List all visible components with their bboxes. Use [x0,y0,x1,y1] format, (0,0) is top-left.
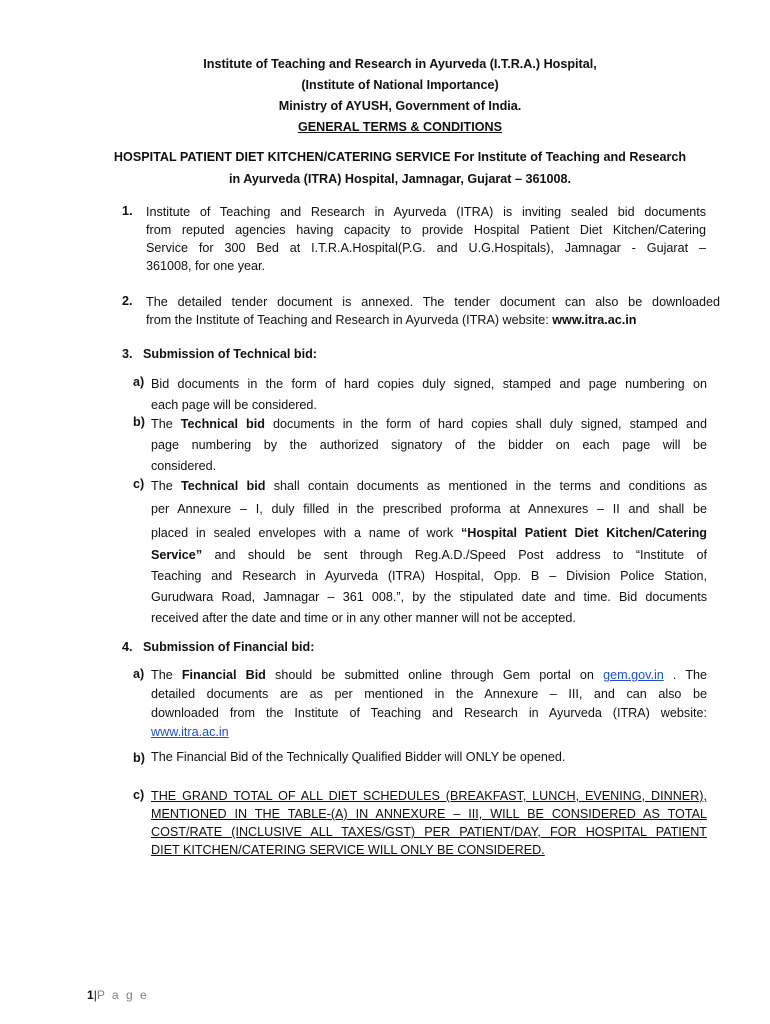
section-3c-line: Teaching and Research in Ayurveda (ITRA) Hospital, Opp. B – Division Police Station, [151,569,707,583]
tender-title-line2: in Ayurveda (ITRA) Hospital, Jamnagar, Gujarat – 361008. [228,172,572,186]
section-4-title: 4. Submission of Financial bid: [122,640,315,654]
section-4a-rest: should be submitted online through Gem portal on [275,668,594,682]
section-4c-label: c) [133,788,145,802]
item-1-line: 361008, for one year. [146,259,266,273]
section-3a-text [151,374,707,416]
document-heading: GENERAL TERMS & CONDITIONS [297,120,503,134]
section-3c-line: per Annexure – I, duly filled in the prescribed proforma at Annexures – II and shall be [151,502,707,516]
item-1-number: 1. [122,204,133,218]
section-4c-line: COST/RATE (INCLUSIVE ALL TAXES/GST) PER PATIENT/DAY, FOR HOSPITAL PATIENT [151,825,707,839]
section-3b-line: considered. [151,459,217,473]
section-3a-line: Bid documents in the form of hard copies duly signed, stamped and page numbering on [151,377,707,391]
itra-website-link[interactable]: www.itra.ac.in [151,725,229,739]
section-3c-pre: placed in sealed envelopes with a name of work [151,526,454,540]
section-4a-line [151,666,707,685]
section-3b-text [151,414,707,477]
section-3c-text [151,476,707,629]
institute-name: Institute of Teaching and Research in Ayurveda (I.T.R.A.) Hospital, [203,57,597,71]
financial-bid-term: Financial Bid [181,668,266,682]
section-4c-line: THE GRAND TOTAL OF ALL DIET SCHEDULES (BREAKFAST, LUNCH, EVENING, DINNER), [151,789,707,803]
section-3c-label: c) [133,477,145,491]
section-3c-line [151,545,707,566]
item-1-text [146,203,706,275]
section-3c-line: Gurudwara Road, Jamnagar – 361 008.”, by the stipulated date and time. Bid documents [151,590,707,604]
section-3c-rest: shall contain documents as mentioned in the terms and conditions as [273,479,707,493]
section-4b-text: The Financial Bid of the Technically Qualified Bidder will ONLY be opened. [151,750,566,764]
institute-status: (Institute of National Importance) [301,78,499,92]
work-name-text: “Hospital Patient Diet Kitchen/Catering [460,526,707,540]
page-number: 1 [87,988,94,1002]
section-4a-line: downloaded from the Institute of Teaching and Research in Ayurveda (ITRA) website: [151,706,707,720]
gem-portal-link[interactable]: gem.gov.in [603,668,664,682]
item-1-line: Service for 300 Bed at I.T.R.A.Hospital(P.G. and U.G.Hospitals), Jamnagar - Gujarat – [146,241,706,255]
section-3b-rest: documents in the form of hard copies shall duly signed, stamped and [273,417,708,431]
section-3c-line [151,523,707,544]
work-name-text: Service” [151,548,203,562]
section-4c-text [151,787,707,859]
item-2-line: The detailed tender document is annexed. The tender document can also be downloaded [146,295,720,309]
page-footer [87,988,149,1002]
section-4a-label: a) [133,667,145,681]
itra-website-text: www.itra.ac.in [552,313,637,327]
technical-bid-term: Technical bid [181,479,266,493]
section-4a-tail: . The [672,668,708,682]
section-3b-pre: The [151,417,173,431]
section-4a-text [151,666,707,742]
section-4c-line: MENTIONED IN THE TABLE-(A) IN ANNEXURE – III, WILL BE CONSIDERED AS TOTAL [151,807,707,821]
tender-title-line1: HOSPITAL PATIENT DIET KITCHEN/CATERING SERVICE For Institute of Teaching and Research [113,150,687,164]
section-4b-label: b) [133,751,145,765]
section-3c-line: received after the date and time or in any other manner will not be accepted. [151,611,576,625]
section-4a-line: detailed documents are as per mentioned in the Annexure – III, and can also be [151,687,707,701]
section-4a-line [151,723,707,742]
section-3b-label: b) [133,415,145,429]
item-2-text [146,293,720,329]
section-4a-pre: The [151,668,173,682]
section-4c-line: DIET KITCHEN/CATERING SERVICE WILL ONLY BE CONSIDERED. [151,843,545,857]
section-3c-line [151,476,707,497]
item-1-line: Institute of Teaching and Research in Ayurveda (ITRA) is inviting sealed bid documents [146,205,706,219]
section-3-title: 3. Submission of Technical bid: [122,347,317,361]
item-2-line-text: from the Institute of Teaching and Research in Ayurveda (ITRA) website: [146,313,549,327]
section-3a-line: each page will be considered. [151,398,317,412]
section-3c-pre: The [151,479,173,493]
section-3a-label: a) [133,375,145,389]
section-3b-line: page numbering by the authorized signatory of the bidder on each page will be [151,438,707,452]
item-2-line [146,311,720,329]
page-separator: | [93,988,97,1002]
item-1-line: from reputed agencies having capacity to provide Hospital Patient Diet Kitchen/Catering [146,223,706,237]
page-word: P a g e [96,988,149,1002]
technical-bid-term: Technical bid [180,417,265,431]
section-3b-line [151,414,707,435]
item-2-number: 2. [122,294,133,308]
ministry-name: Ministry of AYUSH, Government of India. [278,99,522,113]
section-3c-rest: and should be sent through Reg.A.D./Speed Post address to “Institute of [214,548,708,562]
